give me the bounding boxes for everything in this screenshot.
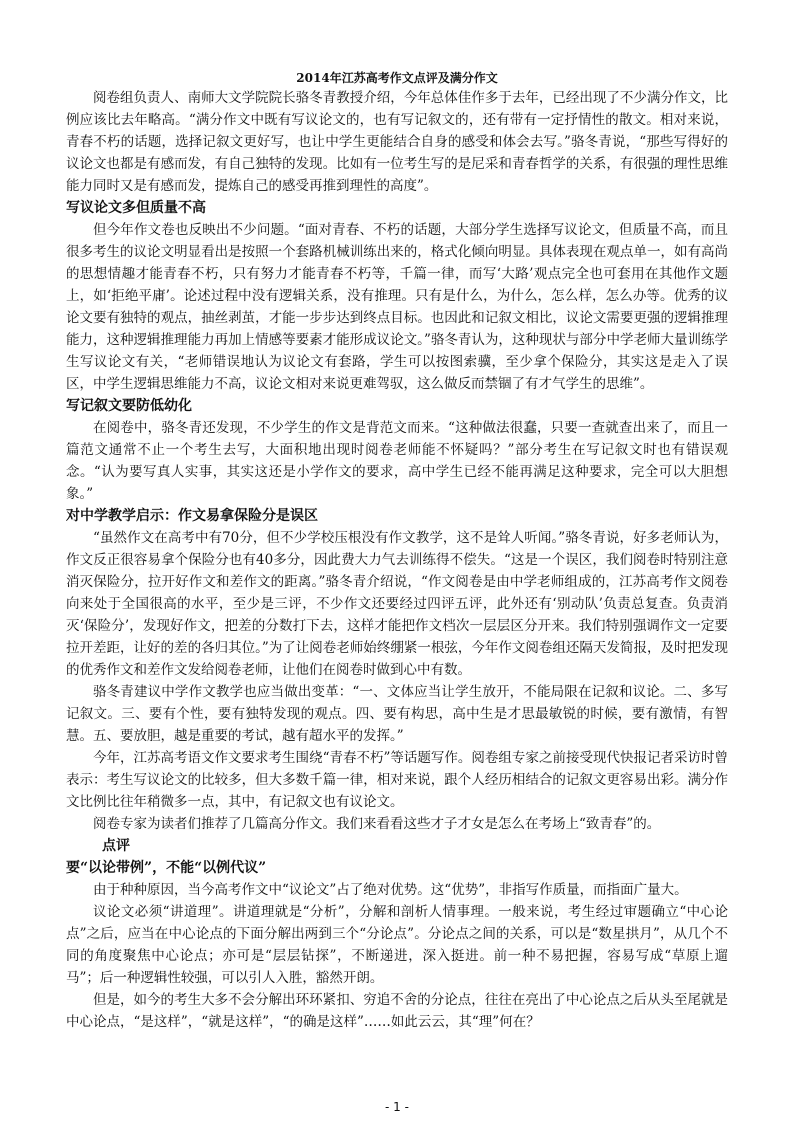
paragraph-teaching-2: 骆冬青建议中学作文教学也应当做出变革：“一、文体应当让学生放开，不能局限在记叙和议论。二、多写记叙文。三、要有个性，要有独特发现的观点。四、要有构思，高中生是才思最敏锐的时候，要有激情，有智慧。五、要放胆，越是重要的考试，越有超水平的发挥。” — [66, 684, 728, 744]
heading-dianping: 点评 — [102, 838, 130, 854]
document-title: 2014年江苏高考作文点评及满分作文 — [296, 71, 498, 85]
heading-quality: 写议论文多但质量不高 — [66, 200, 206, 216]
paragraph-argument-2: 议论文必须“讲道理”。讲道理就是“分析”，分解和剖析人情事理。一般来说，考生经过审题确立“中心论点”之后，应当在中心论点的下面分解出两到三个“分论点”。分论点之间的关系，可以是“数星拱月”，从几个不同的角度聚焦中心论点；亦可是“层层钻探”，不断递进，深入挺进。前一种不易把握，容易写成“草原上遛马”；后一种逻辑性较强，可以引人入胜，豁然开朗。 — [66, 904, 728, 986]
paragraph-teaching-4: 阅卷专家为读者们推荐了几篇高分作文。我们来看看这些才子才女是怎么在考场上“致青春”的。 — [93, 816, 661, 832]
paragraph-intro: 阅卷组负责人、南师大文学院院长骆冬青教授介绍，今年总体佳作多于去年，已经出现了不少满分作文，比例应该比去年略高。“满分作文中既有写议论文的，也有写记叙文的，还有带有一定抒情性的散文。相对来说，青春不朽的话题，选择记叙文更好写，也让中学生更能结合自身的感受和体会去写。”骆冬青说，“那些写得好的议论文也都是有感而发，有自己独特的发现。比如有一位考生写的是尼采和青春哲学的关系，有很强的理性思维能力同时又是有感而发，提炼自己的感受再推到理性的高度”。 — [66, 90, 728, 194]
document-page — [66, 70, 728, 1033]
paragraph-teaching-1: “虽然作文在高考中有70分，但不少学校压根没有作文教学，这不是耸人听闻。”骆冬青说，好多老师认为，作文反正很容易拿个保险分也有40多分，因此费大力气去训练得不偿失。“这是一个误区，我们阅卷时特别注意消灭保险分，拉开好作文和差作文的距离。”骆冬青介绍说，“作文阅卷是由中学老师组成的，江苏高考作文阅卷向来处于全国很高的水平，至少是三评，不少作文还要经过四评五评，此外还有‘别动队’负责总复查。负责消灭‘保险分’，发现好作文，把差的分数打下去，这样才能把作文档次一层层区分开来。我们特别强调作文一定要拉开差距，让好的差的各归其位。”为了让阅卷老师始终绷紧一根弦，今年作文阅卷组还隔天发简报，及时把发现的优秀作文和差作文发给阅卷老师，让他们在阅卷时做到心中有数。 — [66, 530, 728, 678]
heading-teaching: 对中学教学启示：作文易拿保险分是误区 — [66, 508, 318, 524]
paragraph-quality: 但今年作文卷也反映出不少问题。“面对青春、不朽的话题，大部分学生选择写议论文，但质量不高，而且很多考生的议论文明显看出是按照一个套路机械训练出来的，格式化倾向明显。具体表现在观点单一，如有高尚的思想情趣才能青春不朽，只有努力才能青春不朽等，千篇一律，而写‘大路’观点完全也可套用在其他作文题上，如‘拒绝平庸’。论述过程中没有逻辑关系，没有推理。只有是什么，为什么，怎么样，怎么办等。优秀的议论文要有独特的观点，抽丝剥茧，才能一步步达到终点目标。也因此和记叙文相比，议论文需要更强的逻辑推理能力，这种逻辑推理能力再加上情感等要素才能形成议论文。”骆冬青认为，这种现状与部分中学老师大量训练学生写议论文有关，“老师错误地认为议论文有套路，学生可以按图索骥，至少拿个保险分，其实这是走入了误区，中学生逻辑思维能力不高，议论文相对来说更难驾驭，这么做反而禁锢了有才气学生的思维”。 — [66, 222, 728, 392]
heading-argument: 要“以论带例”，不能“以例代议” — [66, 860, 267, 876]
page-number: - 1 - — [385, 1100, 409, 1114]
paragraph-argument-1: 由于种种原因，当今高考作文中“议论文”占了绝对优势。这“优势”，非指写作质量，而指面广量大。 — [93, 882, 688, 898]
paragraph-teaching-3: 今年，江苏高考语文作文要求考生围绕“青春不朽”等话题写作。阅卷组专家之前接受现代快报记者采访时曾表示：考生写议论文的比较多，但大多数千篇一律，相对来说，跟个人经历相结合的记叙文更容易出彩。满分作文比例比往年稍微多一点，其中，有记叙文也有议论文。 — [66, 750, 728, 810]
paragraph-narrative: 在阅卷中，骆冬青还发现，不少学生的作文是背范文而来。“这种做法很蠢，只要一查就查出来了，而且一篇范文通常不止一个考生去写，大面积地出现时阅卷老师能不怀疑吗？”部分考生在写记叙文时也有错误观念。“认为要写真人实事，其实这还是小学作文的要求，高中学生已经不能再满足这种要求，完全可以大胆想象。” — [66, 420, 728, 502]
heading-narrative: 写记叙文要防低幼化 — [66, 398, 192, 414]
paragraph-argument-3: 但是，如今的考生大多不会分解出环环紧扣、穷追不舍的分论点，往往在亮出了中心论点之后从头至尾就是中心论点，“是这样”，“就是这样”，“的确是这样”……如此云云，其“理”何在？ — [66, 992, 728, 1030]
